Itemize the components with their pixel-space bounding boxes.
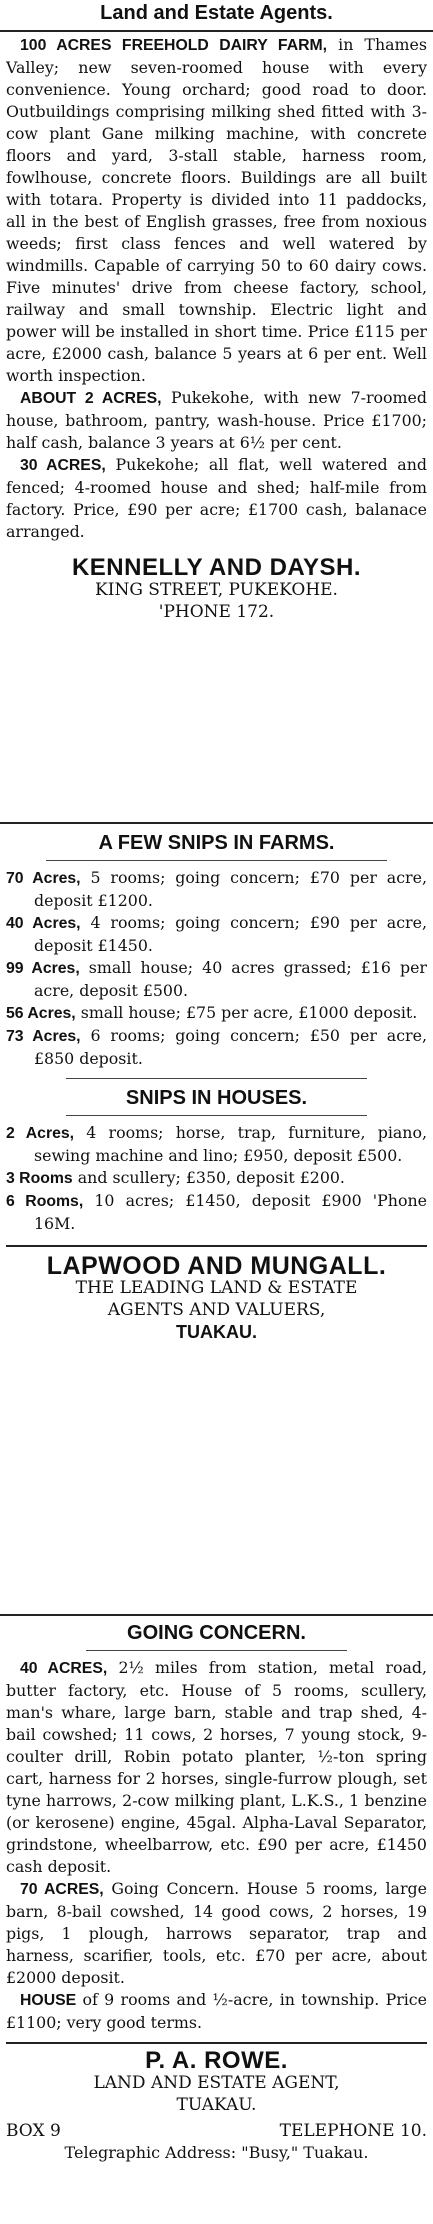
- section-rule: [66, 1078, 367, 1079]
- list-item: [6, 1122, 427, 1167]
- firm-name: P. A. ROWE.: [145, 2047, 288, 2074]
- listing-lead: HOUSE: [20, 1992, 77, 2009]
- ad-separator-rule: [0, 1614, 433, 1616]
- list-item: [6, 867, 427, 912]
- column-heading: Land and Estate Agents.: [100, 2, 333, 24]
- ad-separator-rule: [0, 822, 433, 824]
- item-lead: 73 Acres,: [6, 1028, 81, 1045]
- item-lead: 99 Acres,: [6, 960, 80, 977]
- section-rule: [46, 860, 387, 861]
- list-item: [6, 1002, 427, 1025]
- item-lead: 2 Acres,: [6, 1125, 75, 1142]
- item-lead: 40 Acres,: [6, 915, 81, 932]
- telegraphic-address: Telegraphic Address: "Busy," Tuakau.: [64, 2143, 369, 2162]
- box-number: BOX 9: [6, 2121, 61, 2141]
- firm-line-1: LAND AND ESTATE AGENT,: [93, 2073, 340, 2093]
- item-lead: 3 Rooms: [6, 1170, 73, 1187]
- item-lead: 6 Rooms,: [6, 1193, 84, 1210]
- firm-phone: 'PHONE 172.: [158, 602, 275, 622]
- item-lead: 56 Acres,: [6, 1005, 76, 1022]
- firm-address: KING STREET, PUKEKOHE.: [95, 580, 338, 600]
- listing-30-acres: [6, 454, 427, 543]
- firm-name: LAPWOOD AND MUNGALL.: [46, 1252, 387, 1280]
- item-text: 4 rooms; going concern; £90 per acre, deposit £1450.: [34, 913, 427, 955]
- ad-pa-rowe: [6, 1622, 427, 2164]
- section-heading-houses: SNIPS IN HOUSES.: [125, 1087, 308, 1109]
- list-item: [6, 957, 427, 1002]
- listing-40-acres: [6, 1657, 427, 1878]
- listing-lead: 70 ACRES,: [20, 1881, 104, 1898]
- firm-name: KENNELLY AND DAYSH.: [71, 554, 362, 581]
- listing-70-acres: [6, 1878, 427, 1989]
- section-heading-going-concern: GOING CONCERN.: [127, 1622, 306, 1644]
- listing-dairy-farm: [6, 34, 427, 387]
- listing-text: Going Concern. House 5 rooms, large barn, 8-bail cowshed, 14 good cows, 2 horses, 19 pigs, 1 plough, harrows separator, trap and harness, scarifier, tools, etc. £70 per acre, about £2000 deposit.: [6, 1879, 427, 1987]
- firm-town: TUAKAU.: [176, 1322, 257, 1342]
- ad-lapwood-mungall: [6, 832, 427, 1343]
- item-text: 6 rooms; going concern; £50 per acre, £850 deposit.: [34, 1026, 427, 1068]
- ad-inner-rule: [6, 1245, 427, 1247]
- item-text: 5 rooms; going concern; £70 per acre, deposit £1200.: [34, 868, 427, 910]
- item-text: small house; 40 acres grassed; £16 per acre, deposit £500.: [34, 958, 427, 1000]
- firm-town: TUAKAU.: [176, 2095, 257, 2115]
- listing-text: 2½ miles from station, metal road, butter factory, etc. House of 5 rooms, scullery, man's whare, large barn, stable and trap shed, 4-bail cowshed; 11 cows, 2 horses, 7 young stock, 9-coulter drill, Robin potato planter, ½-ton spring cart, harness for 2 horses, single-furrow plough, set tyne harrows, 2-cow milking plant, L.K.S., 1 benzine (or kerosene) engine, 45gal. Alpha-Laval Separator, grindstone, wheelbarrow, etc. £90 per acre, £1450 cash deposit.: [6, 1658, 428, 1876]
- listing-lead: 40 ACRES,: [20, 1660, 108, 1677]
- list-item: [6, 912, 427, 957]
- ad-inner-rule: [6, 2042, 427, 2044]
- listing-2-acres: [6, 387, 427, 454]
- firm-line-2: AGENTS AND VALUERS,: [107, 1300, 326, 1320]
- listing-lead: 30 ACRES,: [20, 457, 106, 474]
- item-text: 10 acres; £1450, deposit £900 'Phone 16M.: [34, 1191, 427, 1233]
- list-item: [6, 1190, 427, 1235]
- listing-lead: ABOUT 2 ACRES,: [20, 390, 162, 407]
- listing-text: of 9 rooms and ½-acre, in township. Price £1100; very good terms.: [6, 1990, 427, 2032]
- item-lead: 70 Acres,: [6, 870, 81, 887]
- telephone-number: TELEPHONE 10.: [279, 2121, 427, 2141]
- section-rule: [66, 1115, 367, 1116]
- section-heading-farms: A FEW SNIPS IN FARMS.: [98, 832, 335, 854]
- listing-text: Pukekohe; all flat, well watered and fenced; 4-roomed house and shed; half-mile from factory. Price, £90 per acre; £1700 cash, balanace arranged.: [6, 455, 428, 541]
- ad-kennelly-daysh: [6, 34, 427, 623]
- listing-text: in Thames Valley; new seven-roomed house with every convenience. Young orchard; good road to door. Outbuildings comprising milking shed fitted with 3-cow plant Gane milking machine, with concrete floors and yard, 3-stall stable, harness room, fowlhouse, concrete floors. Buildings are all built with totara. Property is divided into 11 paddocks, all in the best of English grasses, free from noxious weeds; first class fences and well watered by windmills. Capable of carrying 50 to 60 dairy cows. Five minutes' drive from cheese factory, school, railway and small township. Electric light and power will be installed in short time. Price £115 per acre, £2000 cash, balance 5 years at 6 per ent. Well worth inspection.: [6, 35, 427, 385]
- item-text: and scullery; £350, deposit £200.: [72, 1168, 345, 1187]
- item-text: 4 rooms; horse, trap, furniture, piano, sewing machine and lino; £950, deposit £500.: [34, 1123, 428, 1165]
- heading-rule: [0, 30, 433, 32]
- item-text: small house; £75 per acre, £1000 deposit.: [75, 1003, 418, 1022]
- firm-line-1: THE LEADING LAND & ESTATE: [75, 1278, 358, 1298]
- listing-house: [6, 1989, 427, 2034]
- list-item: [6, 1025, 427, 1070]
- listing-text: Pukekohe, with new 7-roomed house, bathroom, pantry, wash-house. Price £1700; half cash, balance 3 years at 6½ per cent.: [6, 388, 427, 452]
- listing-lead: 100 ACRES FREEHOLD DAIRY FARM,: [20, 37, 328, 54]
- section-rule: [86, 1650, 347, 1651]
- list-item: [6, 1167, 427, 1190]
- contact-line: [6, 2120, 427, 2142]
